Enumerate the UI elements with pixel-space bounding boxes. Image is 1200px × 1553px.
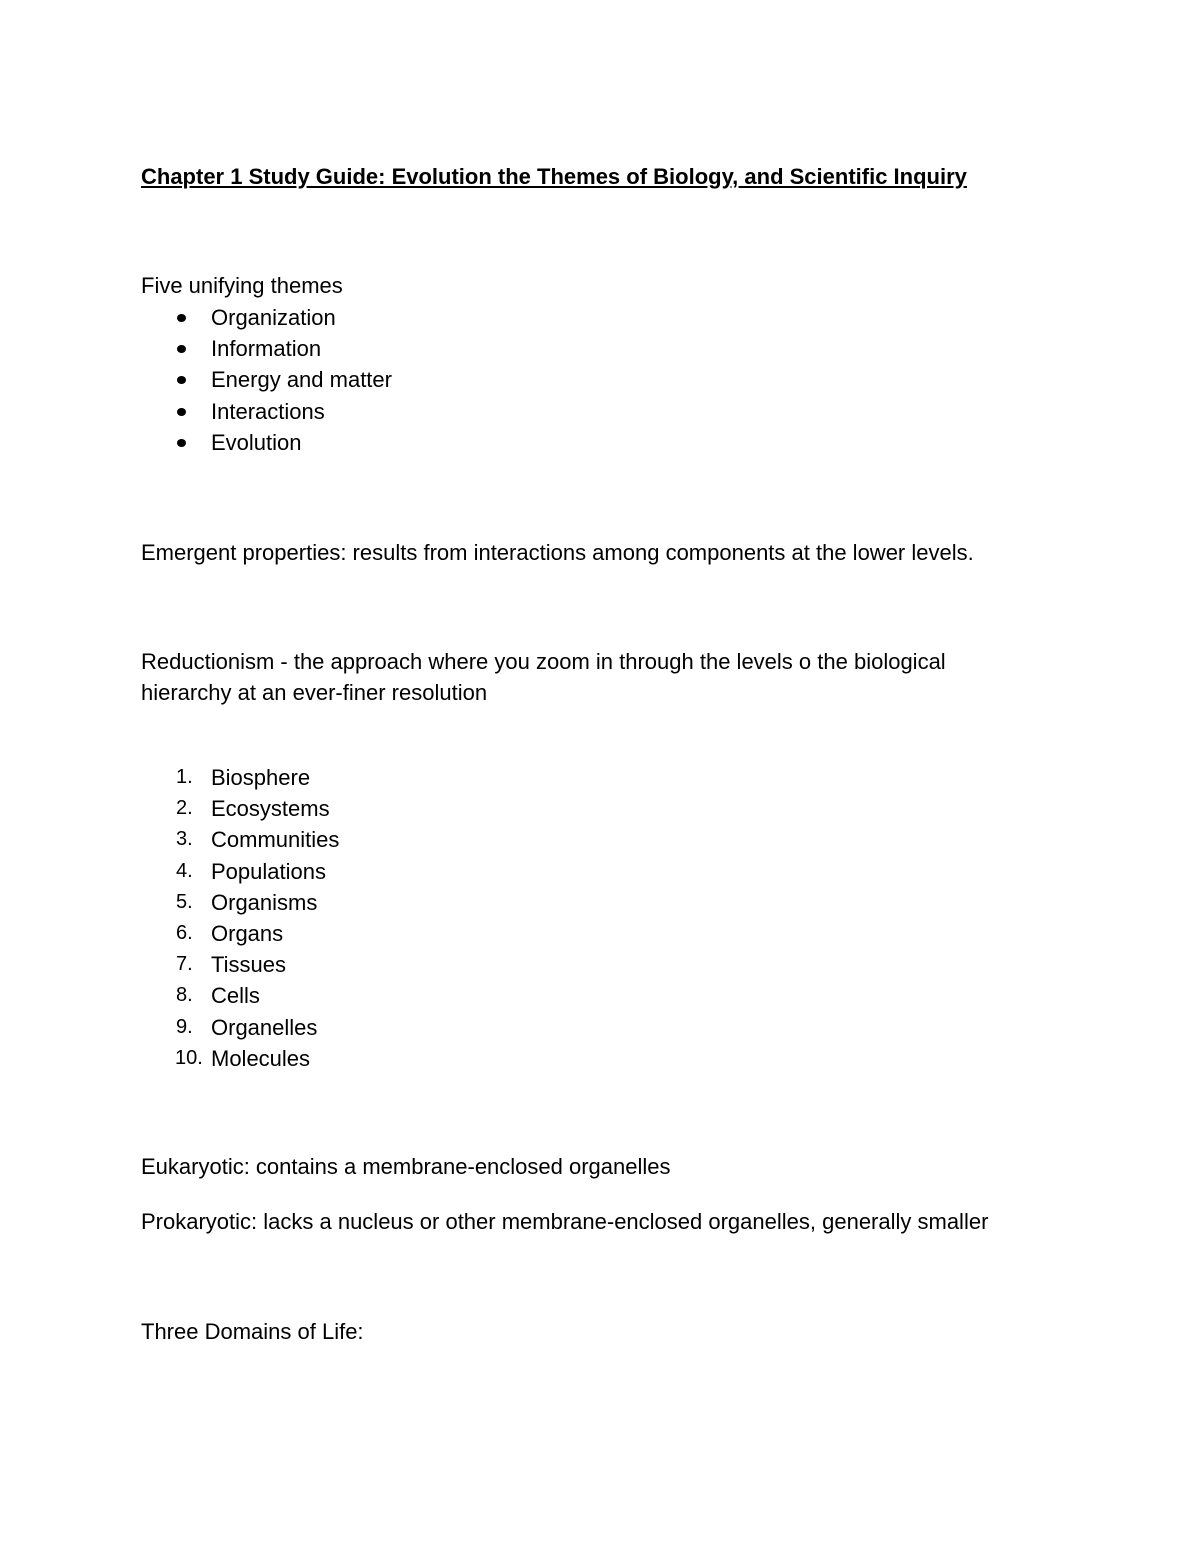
theme-label: Information <box>211 336 322 362</box>
theme-label: Energy and matter <box>211 367 392 393</box>
bullet-icon <box>177 314 186 322</box>
list-item <box>141 762 339 793</box>
list-item <box>141 980 339 1011</box>
item-number: 5. <box>176 890 193 913</box>
level-label: Tissues <box>211 952 286 978</box>
level-label: Organelles <box>211 1014 318 1040</box>
item-number: 4. <box>176 859 193 882</box>
list-item <box>141 856 339 887</box>
list-item <box>141 396 392 427</box>
list-item <box>141 918 339 949</box>
themes-heading: Five unifying themes <box>141 273 343 298</box>
list-item <box>141 333 392 364</box>
level-label: Molecules <box>211 1045 311 1071</box>
item-number: 1. <box>176 766 193 788</box>
level-label: Organisms <box>211 889 318 915</box>
level-label: Biosphere <box>211 765 311 790</box>
theme-label: Evolution <box>211 429 302 455</box>
level-label: Ecosystems <box>211 796 330 822</box>
bullet-icon <box>177 439 186 447</box>
domains-heading: Three Domains of Life: <box>141 1319 364 1344</box>
page-title: Chapter 1 Study Guide: Evolution the Themes of Biology, and Scientific Inquiry <box>141 164 967 189</box>
list-item <box>141 364 392 395</box>
level-label: Cells <box>211 983 260 1009</box>
prokaryotic-text: Prokaryotic: lacks a nucleus or other membrane-enclosed organelles, generally smaller <box>141 1209 989 1234</box>
level-label: Populations <box>211 858 326 884</box>
list-item <box>141 1012 339 1043</box>
hierarchy-list <box>141 762 339 1074</box>
item-number: 10. <box>175 1046 203 1069</box>
list-item <box>141 302 392 333</box>
reductionism-line-2: hierarchy at an ever-finer resolution <box>141 680 488 705</box>
theme-label: Organization <box>211 305 336 330</box>
bullet-icon <box>177 376 186 384</box>
level-label: Organs <box>211 920 284 946</box>
emergent-properties-text: Emergent properties: results from interactions among components at the lower levels. <box>141 540 974 565</box>
reductionism-line-1: Reductionism - the approach where you zoom in through the levels o the biological <box>141 649 946 674</box>
list-item <box>141 793 339 824</box>
bullet-icon <box>177 408 186 416</box>
item-number: 6. <box>176 921 193 944</box>
theme-label: Interactions <box>211 398 325 424</box>
item-number: 7. <box>176 953 193 976</box>
eukaryotic-text: Eukaryotic: contains a membrane-enclosed organelles <box>141 1154 671 1179</box>
item-number: 9. <box>176 1015 193 1038</box>
item-number: 2. <box>176 797 193 820</box>
item-number: 3. <box>176 828 193 851</box>
list-item <box>141 427 392 458</box>
list-item <box>141 1043 339 1074</box>
bullet-icon <box>177 345 186 353</box>
list-item <box>141 887 339 918</box>
list-item <box>141 824 339 855</box>
item-number: 8. <box>176 984 193 1007</box>
level-label: Communities <box>211 827 340 853</box>
list-item <box>141 949 339 980</box>
themes-list <box>141 302 392 458</box>
